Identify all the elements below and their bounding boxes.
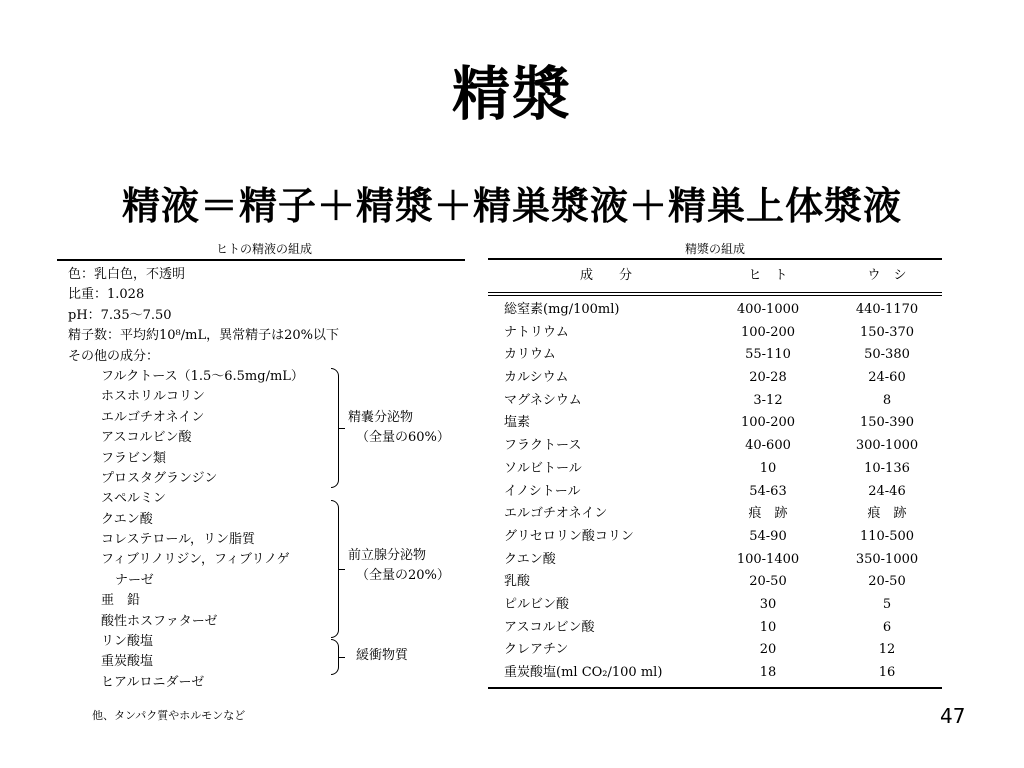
cell-human: 100-200 bbox=[740, 415, 796, 431]
cell-component: ソルビトール bbox=[504, 460, 582, 476]
table-row bbox=[488, 594, 942, 617]
table-row bbox=[488, 367, 942, 390]
cell-bovine: 110-500 bbox=[859, 528, 915, 544]
table-row bbox=[488, 299, 942, 322]
group-name: 緩衝物質 bbox=[356, 648, 409, 663]
component-item: コレステロール，リン脂質 bbox=[101, 532, 256, 548]
component-item: リン酸塩 bbox=[101, 634, 154, 650]
cell-human: 400-1000 bbox=[736, 302, 800, 317]
cell-human: 54-90 bbox=[749, 528, 787, 544]
table-row bbox=[488, 390, 942, 413]
cell-human: 18 bbox=[759, 665, 777, 680]
header-bovine: ウ シ bbox=[867, 268, 907, 283]
table-row bbox=[488, 639, 942, 662]
cell-component: ナトリウム bbox=[504, 324, 569, 340]
cell-component: クレアチン bbox=[504, 642, 569, 658]
cell-component: 乳酸 bbox=[504, 574, 531, 590]
cell-human: 10 bbox=[759, 460, 777, 476]
property-specific-gravity: 比重：1.028 bbox=[68, 287, 145, 303]
component-item: 重炭酸塩 bbox=[101, 654, 154, 670]
cell-bovine: 10-136 bbox=[864, 460, 910, 476]
table-row bbox=[488, 571, 942, 594]
prostate-group-label bbox=[348, 546, 450, 586]
right-table-caption: 精漿の組成 bbox=[684, 242, 745, 256]
table-row bbox=[488, 549, 942, 572]
cell-bovine: 12 bbox=[878, 642, 896, 658]
cell-component: グリセロリン酸コリン bbox=[504, 528, 634, 544]
cell-component: 総窒素(mg/100ml) bbox=[504, 302, 620, 317]
cell-component: マグネシウム bbox=[504, 392, 582, 408]
cell-component: カルシウム bbox=[504, 370, 569, 386]
buffer-group-label bbox=[356, 646, 408, 666]
cell-bovine: 6 bbox=[882, 619, 892, 635]
slide-subtitle: 精液＝精子＋精漿＋精巣漿液＋精巣上体漿液 bbox=[121, 184, 902, 228]
table-body bbox=[488, 299, 942, 685]
component-item: クエン酸 bbox=[101, 511, 153, 527]
component-item: 亜 鉛 bbox=[101, 593, 141, 609]
cell-component: カリウム bbox=[504, 347, 556, 363]
cell-bovine: 20-50 bbox=[868, 574, 906, 590]
group-name: 精嚢分泌物 bbox=[348, 410, 414, 425]
property-sperm-count: 精子数：平均約10⁸/mL，異常精子は20%以下 bbox=[68, 328, 339, 344]
component-item: プロスタグランジン bbox=[101, 470, 218, 486]
cell-human: 55-110 bbox=[745, 347, 791, 363]
group-percent: （全量の60%） bbox=[356, 430, 450, 445]
cell-human: 3-12 bbox=[753, 392, 783, 408]
cell-component: アスコルビン酸 bbox=[504, 619, 595, 635]
semen-composition-list bbox=[68, 265, 468, 693]
cell-component: エルゴチオネイン bbox=[504, 506, 608, 522]
group-percent: （全量の20%） bbox=[356, 568, 450, 583]
table-row bbox=[488, 526, 942, 549]
seminal-plasma-table bbox=[488, 258, 942, 689]
buffer-brace bbox=[331, 639, 339, 675]
cell-bovine: 5 bbox=[882, 596, 892, 612]
cell-component: 重炭酸塩(ml CO₂/100 ml) bbox=[504, 665, 663, 680]
table-header bbox=[488, 258, 942, 293]
table-row bbox=[488, 458, 942, 481]
component-item: ナーゼ bbox=[115, 572, 154, 588]
table-bottom-rule bbox=[488, 687, 942, 689]
table-row bbox=[488, 344, 942, 367]
slide-title: 精漿 bbox=[451, 60, 572, 128]
cell-bovine: 24-46 bbox=[868, 483, 906, 499]
table-row bbox=[488, 481, 942, 504]
table-row bbox=[488, 435, 942, 458]
cell-human: 20-50 bbox=[749, 574, 787, 590]
cell-human: 100-1400 bbox=[736, 551, 800, 567]
header-component: 成 分 bbox=[579, 268, 632, 283]
seminal-vesicle-group-label bbox=[348, 408, 450, 448]
component-item: スペルミン bbox=[101, 491, 167, 507]
cell-human: 20 bbox=[759, 642, 777, 658]
cell-human: 100-200 bbox=[740, 324, 796, 340]
page-number: 47 bbox=[940, 704, 966, 728]
component-item: フルクトース（1.5〜6.5mg/mL） bbox=[101, 368, 304, 384]
component-item: アスコルビン酸 bbox=[101, 430, 192, 446]
cell-bovine: 24-60 bbox=[868, 370, 906, 386]
component-item: フィブリノリジン，フィブリノゲ bbox=[101, 552, 290, 568]
left-footnote: 他、タンパク質やホルモンなど bbox=[92, 709, 246, 722]
prostate-brace bbox=[331, 500, 339, 638]
header-human: ヒ ト bbox=[748, 268, 788, 283]
cell-component: イノシトール bbox=[504, 483, 581, 499]
left-table-caption: ヒトの精液の組成 bbox=[215, 242, 312, 256]
cell-bovine: 150-370 bbox=[859, 324, 915, 340]
property-other-components: その他の成分： bbox=[68, 348, 160, 364]
cell-bovine: 50-380 bbox=[864, 347, 910, 363]
component-item: 酸性ホスファターゼ bbox=[101, 613, 218, 629]
table-row bbox=[488, 412, 942, 435]
seminal-vesicle-brace bbox=[331, 368, 339, 488]
cell-component: クエン酸 bbox=[504, 551, 556, 567]
table-row bbox=[488, 617, 942, 640]
property-ph: pH：7.35〜7.50 bbox=[68, 307, 172, 323]
table-row bbox=[488, 503, 942, 526]
cell-human: 30 bbox=[759, 596, 777, 612]
cell-human: 20-28 bbox=[749, 370, 787, 386]
cell-component: フラクトース bbox=[504, 438, 582, 454]
table-row bbox=[488, 662, 942, 685]
left-top-rule bbox=[57, 259, 465, 261]
component-item: フラビン類 bbox=[101, 450, 167, 466]
component-item: ホスホリルコリン bbox=[101, 389, 206, 405]
component-item: エルゴチオネイン bbox=[101, 409, 205, 425]
cell-bovine: 300-1000 bbox=[855, 438, 919, 454]
cell-human: 10 bbox=[759, 619, 777, 635]
cell-bovine: 8 bbox=[882, 392, 892, 408]
cell-human: 54-63 bbox=[749, 483, 787, 499]
cell-bovine: 痕 跡 bbox=[867, 506, 907, 522]
cell-bovine: 150-390 bbox=[859, 415, 915, 431]
cell-bovine: 350-1000 bbox=[855, 551, 919, 567]
group-name: 前立腺分泌物 bbox=[348, 548, 427, 563]
cell-component: ピルビン酸 bbox=[504, 596, 570, 612]
table-row bbox=[488, 322, 942, 345]
cell-human: 40-600 bbox=[745, 438, 791, 454]
cell-component: 塩素 bbox=[504, 415, 531, 431]
property-color: 色：乳白色，不透明 bbox=[68, 267, 186, 282]
cell-human: 痕 跡 bbox=[748, 506, 788, 522]
component-item: ヒアルロニダーゼ bbox=[101, 674, 205, 690]
cell-bovine: 16 bbox=[878, 665, 896, 680]
cell-bovine: 440-1170 bbox=[855, 302, 919, 317]
